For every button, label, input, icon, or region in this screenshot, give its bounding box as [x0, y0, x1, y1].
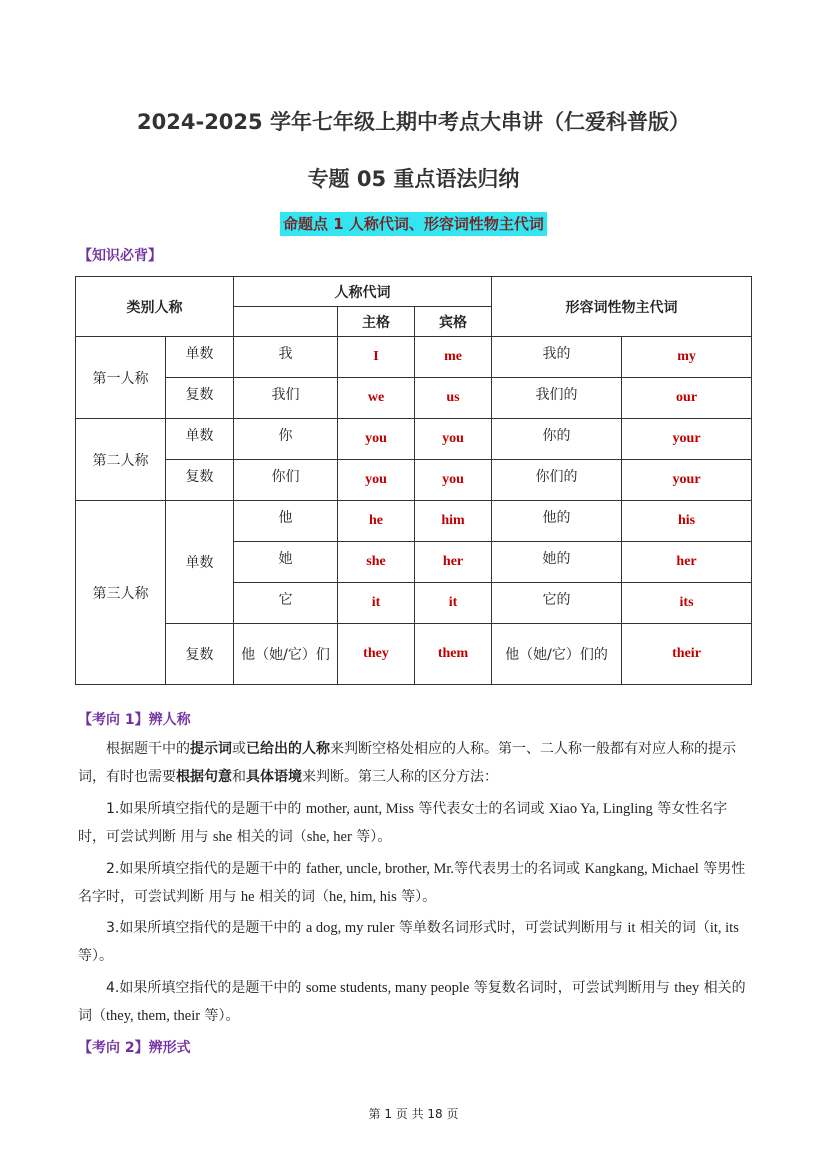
cell-possessive: your: [622, 460, 752, 501]
table-header-row: [76, 277, 752, 307]
cell-subject: I: [338, 337, 415, 378]
table-row: [76, 419, 752, 460]
cell-poss-cn: 我们的: [492, 378, 622, 419]
cell-possessive: its: [622, 583, 752, 624]
number-singular: 单数: [166, 419, 234, 460]
text: 相关的词（: [232, 829, 307, 845]
cell-poss-cn: 她的: [492, 542, 622, 583]
text: 等复数名词时，可尝试判断用与: [469, 980, 675, 996]
cell-poss-cn: 你们的: [492, 460, 622, 501]
text: 等单数名词形式时，可尝试判断用与: [394, 920, 628, 936]
cell-subject: you: [338, 419, 415, 460]
cell-subject: he: [338, 501, 415, 542]
list-item-3: [78, 914, 753, 970]
text: 等）。: [396, 889, 437, 905]
cell-cn: 他: [234, 501, 338, 542]
list-item-4: [78, 974, 753, 1030]
text: 相关的词（: [635, 920, 710, 936]
header-possessive: 形容词性物主代词: [492, 277, 752, 337]
cell-possessive: their: [622, 624, 752, 685]
text: 等）。: [200, 1008, 240, 1024]
text: some students, many people: [305, 980, 470, 996]
cell-subject: we: [338, 378, 415, 419]
header-subject-case: 主格: [338, 307, 415, 337]
section-knowledge: 【知识必背】: [78, 248, 162, 264]
text: Kangkang, Michael: [584, 861, 699, 877]
number-plural: 复数: [166, 624, 234, 685]
text: 等代表男士的名词或: [454, 861, 585, 877]
cell-object: him: [415, 501, 492, 542]
cell-object: you: [415, 460, 492, 501]
list-item-2: [78, 855, 753, 911]
cell-poss-cn: 我的: [492, 337, 622, 378]
text: it: [627, 920, 636, 936]
cell-cn: 我们: [234, 378, 338, 419]
cell-cn: 你: [234, 419, 338, 460]
document-title: 2024-2025 学年七年级上期中考点大串讲（仁爱科普版）: [137, 110, 690, 134]
text: she: [212, 829, 233, 845]
header-category: 类别人称: [76, 277, 234, 337]
text: 根据题干中的: [106, 741, 190, 757]
text: 等男性名字时，可尝试判断 用与: [78, 861, 746, 905]
text: a dog, my ruler: [305, 920, 395, 936]
cell-possessive: his: [622, 501, 752, 542]
header-personal-pronoun: 人称代词: [234, 277, 492, 307]
text: father, uncle, brother, Mr.: [305, 861, 455, 877]
cell-possessive: your: [622, 419, 752, 460]
text: he, him, his: [329, 889, 397, 905]
text: mother, aunt, Miss: [305, 801, 414, 817]
document-subtitle: 专题 05 重点语法归纳: [307, 167, 520, 191]
text: 2.如果所填空指代的是题干中的: [106, 861, 306, 877]
text: she, her: [306, 829, 352, 845]
bold-text: 已给出的人称: [246, 741, 330, 757]
text: 来判断空格处相应的人称。第一、二人称一般都有对应人称的提示词，有时也需要: [78, 741, 736, 785]
number-singular: 单数: [166, 337, 234, 378]
paragraph-intro: [78, 735, 753, 791]
cell-object: me: [415, 337, 492, 378]
cell-possessive: our: [622, 378, 752, 419]
cell-poss-cn: 他（她/它）们的: [492, 624, 622, 685]
cell-poss-cn: 它的: [492, 583, 622, 624]
text: they, them, their: [106, 1008, 201, 1024]
cell-cn: 它: [234, 583, 338, 624]
table-row: [76, 337, 752, 378]
cell-object: us: [415, 378, 492, 419]
person-first: 第一人称: [76, 337, 166, 419]
text: it, its: [709, 920, 739, 936]
cell-cn: 他（她/它）们: [234, 624, 338, 685]
cell-object: you: [415, 419, 492, 460]
number-plural: 复数: [166, 378, 234, 419]
header-object-case: 宾格: [415, 307, 492, 337]
text: 等）。: [78, 948, 113, 964]
table-row: [76, 624, 752, 685]
page-footer: 第 1 页 共 18 页: [368, 1107, 459, 1121]
number-plural: 复数: [166, 460, 234, 501]
text: Xiao Ya, Lingling: [548, 801, 653, 817]
number-singular: 单数: [166, 501, 234, 624]
text: 相关的词（: [78, 980, 746, 1024]
cell-object: her: [415, 542, 492, 583]
section-kaoxiang-2: 【考向 2】辨形式: [78, 1040, 191, 1056]
cell-object: them: [415, 624, 492, 685]
cell-poss-cn: 他的: [492, 501, 622, 542]
cell-subject: she: [338, 542, 415, 583]
text: they: [674, 980, 700, 996]
text: 1.如果所填空指代的是题干中的: [106, 801, 306, 817]
cell-cn: 你们: [234, 460, 338, 501]
text: 和: [232, 769, 246, 785]
topic-heading-wrap: [0, 212, 827, 236]
text: 3.如果所填空指代的是题干中的: [106, 920, 306, 936]
cell-subject: it: [338, 583, 415, 624]
table-row: [76, 501, 752, 542]
header-blank: [234, 307, 338, 337]
cell-cn: 她: [234, 542, 338, 583]
table-row: [76, 378, 752, 419]
list-item-1: [78, 795, 753, 851]
text: 等女性名字时，可尝试判断 用与: [78, 801, 728, 845]
cell-possessive: her: [622, 542, 752, 583]
bold-text: 根据句意: [176, 769, 232, 785]
cell-object: it: [415, 583, 492, 624]
pronoun-table: [75, 276, 752, 685]
cell-subject: they: [338, 624, 415, 685]
text: 相关的词（: [254, 889, 330, 905]
bold-text: 提示词: [190, 741, 232, 757]
bold-text: 具体语境: [246, 769, 302, 785]
text: 来判断。第三人称的区分方法：: [302, 769, 498, 785]
cell-possessive: my: [622, 337, 752, 378]
text: 或: [232, 741, 246, 757]
topic-heading: 命题点 1 人称代词、形容词性物主代词: [280, 212, 547, 236]
person-third: 第三人称: [76, 501, 166, 685]
text: 等）。: [351, 829, 392, 845]
cell-cn: 我: [234, 337, 338, 378]
table-row: [76, 460, 752, 501]
person-second: 第二人称: [76, 419, 166, 501]
section-kaoxiang-1: 【考向 1】辨人称: [78, 712, 191, 728]
text: he: [240, 889, 255, 905]
text: 等代表女士的名词或: [413, 801, 549, 817]
cell-poss-cn: 你的: [492, 419, 622, 460]
text: 4.如果所填空指代的是题干中的: [106, 980, 306, 996]
cell-subject: you: [338, 460, 415, 501]
